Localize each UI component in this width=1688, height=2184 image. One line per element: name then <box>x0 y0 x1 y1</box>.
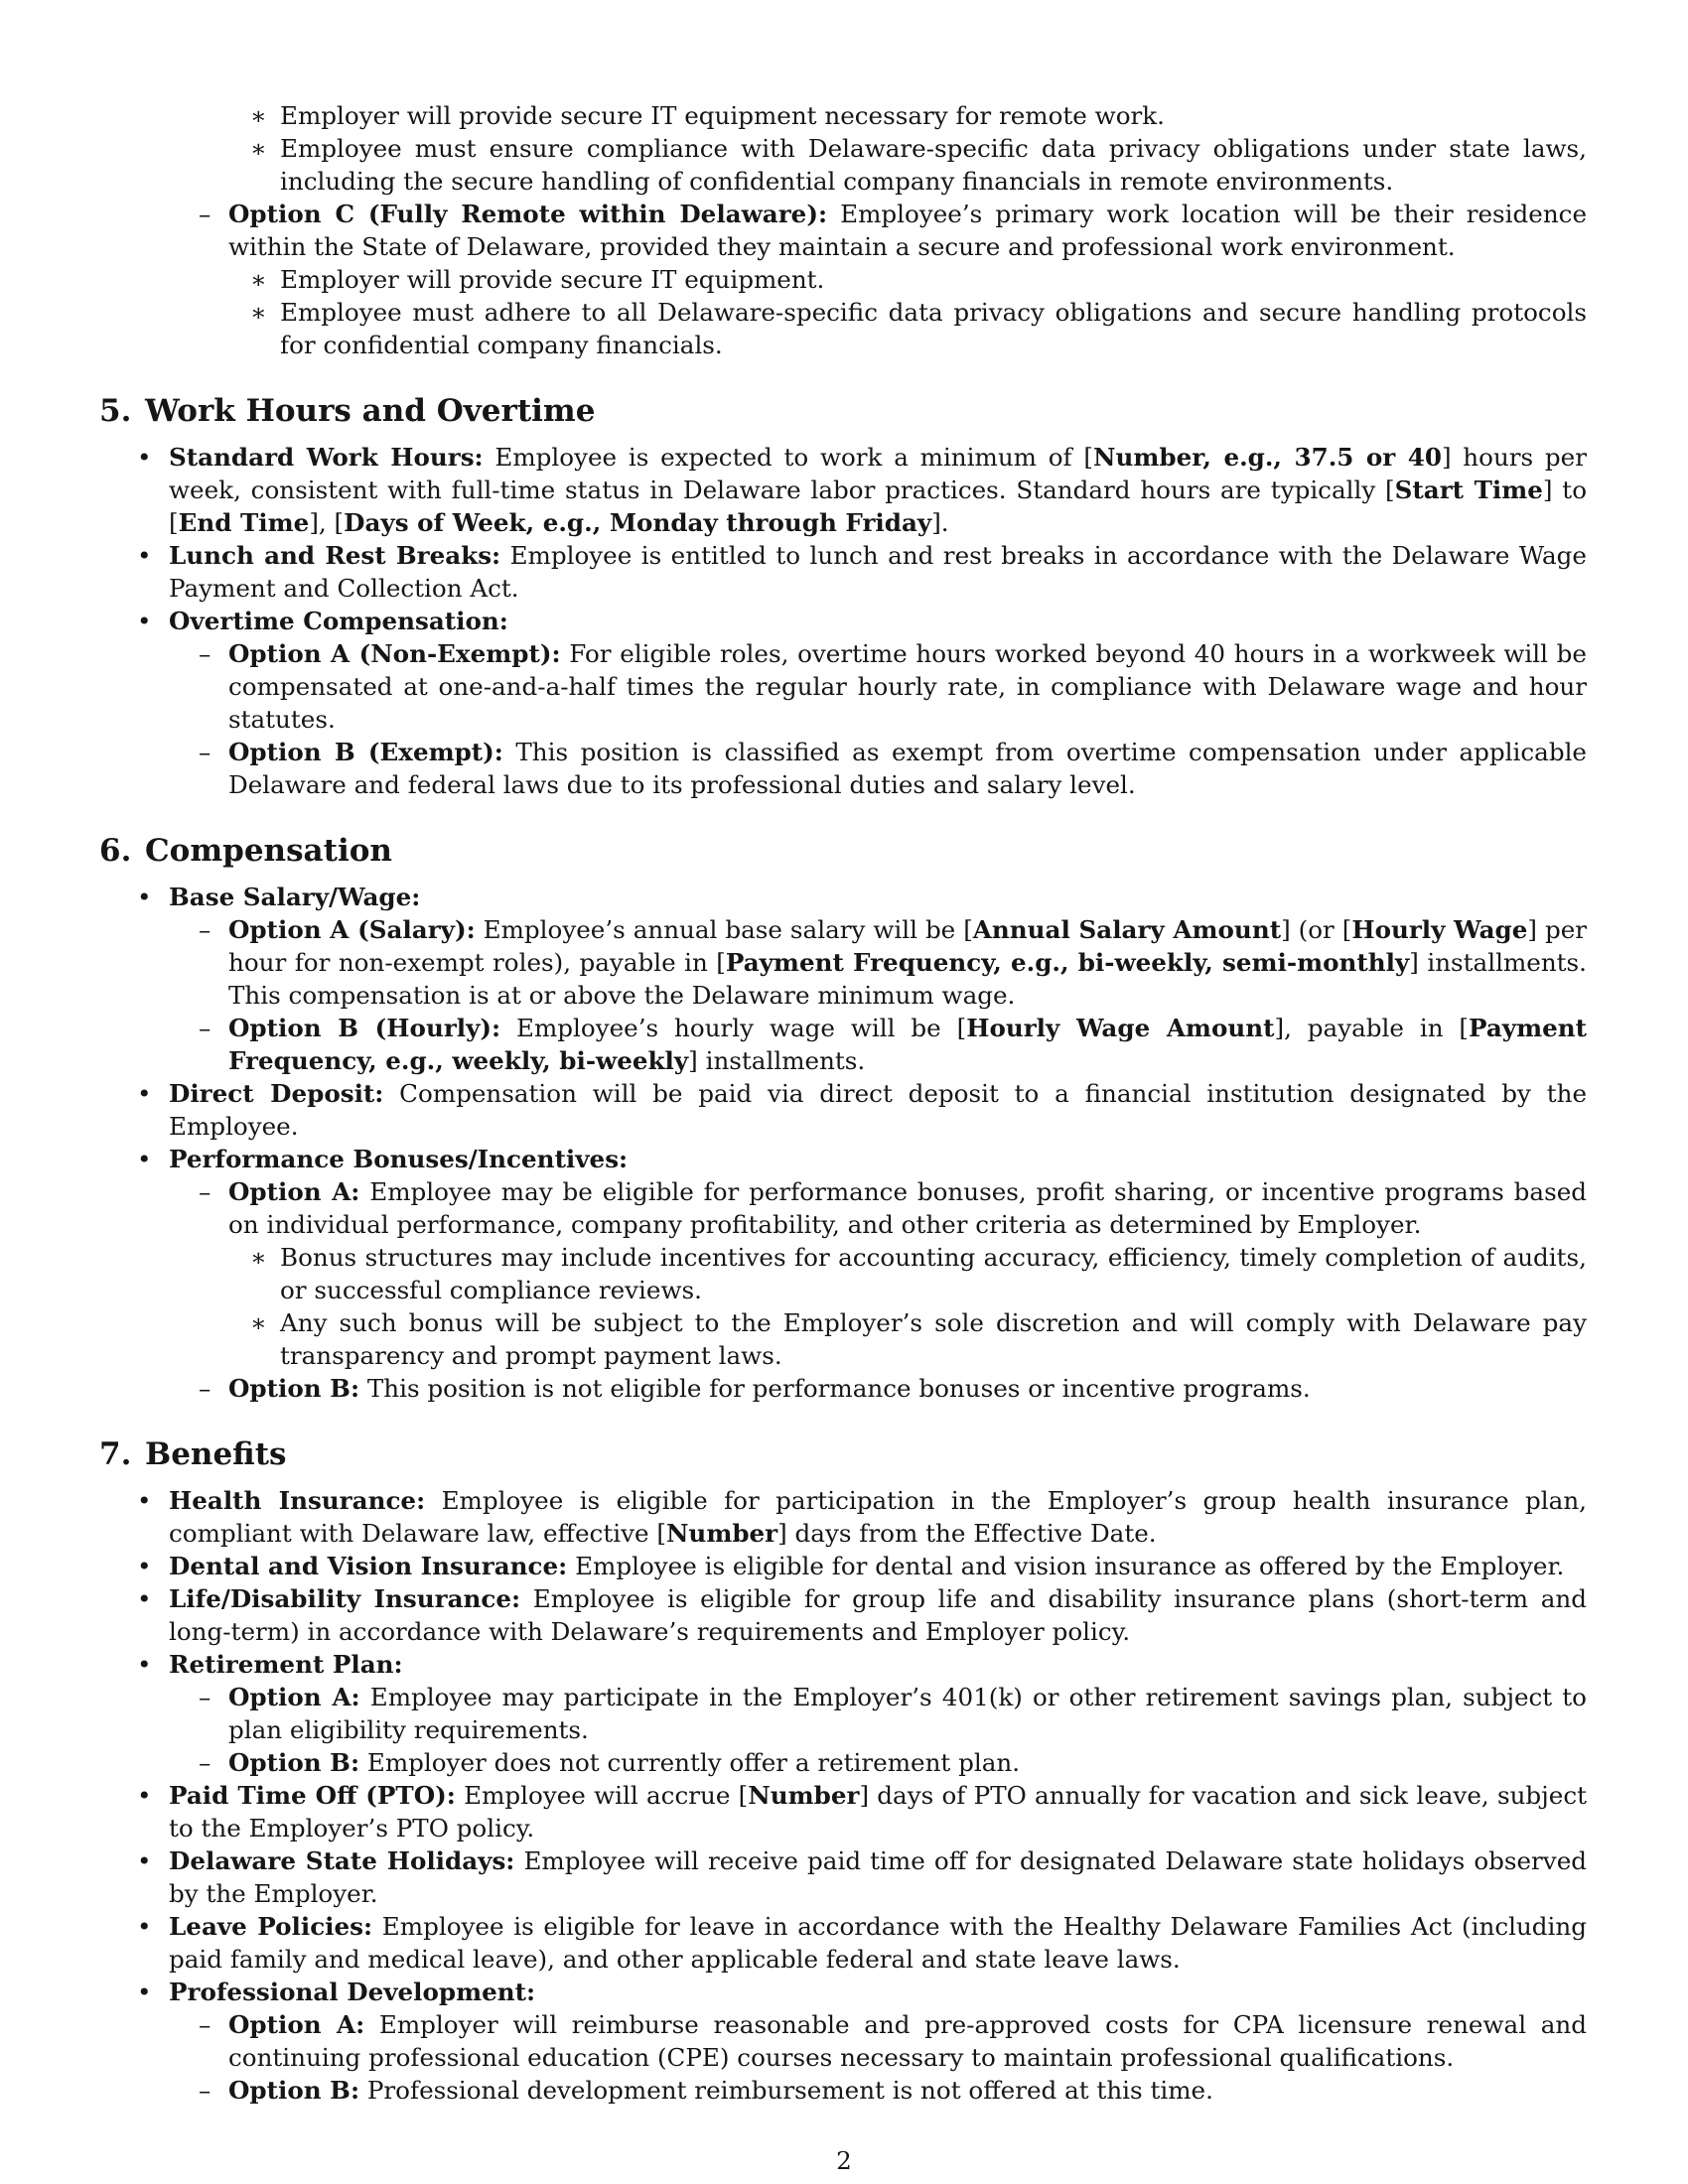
bullet-marker: • <box>137 1978 152 2006</box>
section-heading: 7. Benefits <box>99 1436 287 1472</box>
list-item: • Paid Time Off (PTO): Employee will accrue [Number] days of PTO annually for vacation and sick leave, subject to the Employer’s PTO policy. <box>137 1781 1587 1843</box>
list-item: • Performance Bonuses/Incentives: <box>137 1145 629 1173</box>
list-item: – Option A (Non-Exempt): For eligible roles, overtime hours worked beyond 40 hours in a workweek will be compensated at one-and-a-half times the regular hourly rate, in compliance with Delaware wage and hour statutes. <box>199 639 1587 734</box>
list-item: • Direct Deposit: Compensation will be paid via direct deposit to a financial institution designated by the Employee. <box>137 1079 1587 1141</box>
bullet-marker: • <box>137 1145 152 1173</box>
list-item: ∗ Bonus structures may include incentives for accounting accuracy, efficiency, timely completion of audits, or successful compliance reviews. <box>250 1243 1587 1304</box>
dash-marker: – <box>199 915 211 944</box>
list-item: – Option A: Employee may participate in the Employer’s 401(k) or other retirement savings plan, subject to plan eligibility requirements. <box>199 1683 1587 1744</box>
list-item: • Delaware State Holidays: Employee will receive paid time off for designated Delaware state holidays observed by the Employer. <box>137 1846 1588 1908</box>
star-marker: ∗ <box>250 1243 267 1272</box>
dash-marker: – <box>199 738 211 766</box>
list-item: • Leave Policies: Employee is eligible for leave in accordance with the Healthy Delaware Families Act (including paid family and medical leave), and other applicable federal and state leave laws. <box>137 1912 1587 1974</box>
list-item: • Retirement Plan: <box>137 1650 403 1679</box>
bullet-marker: • <box>137 883 152 911</box>
list-item: – Option B (Hourly): Employee’s hourly wage will be [Hourly Wage Amount], payable in [Payment Frequency, e.g., weekly, bi-weekly] installments. <box>199 1014 1588 1075</box>
list-item: – Option B: This position is not eligible for performance bonuses or incentive programs. <box>199 1374 1311 1403</box>
list-item: – Option B: Employer does not currently offer a retirement plan. <box>199 1748 1021 1777</box>
list-item: ∗ Any such bonus will be subject to the Employer’s sole discretion and will comply with Delaware pay transparency and prompt payment laws. <box>250 1308 1587 1370</box>
bullet-marker: • <box>137 1650 152 1679</box>
list-item: ∗ Employer will provide secure IT equipment necessary for remote work. <box>250 101 1165 130</box>
list-item: ∗ Employee must adhere to all Delaware-specific data privacy obligations and secure handling protocols for confidential company financials. <box>250 298 1587 359</box>
star-marker: ∗ <box>250 265 267 294</box>
star-marker: ∗ <box>250 1308 267 1337</box>
dash-marker: – <box>199 1748 211 1777</box>
list-item: • Overtime Compensation: <box>137 607 508 635</box>
dash-marker: – <box>199 639 211 668</box>
bullet-marker: • <box>137 1486 152 1515</box>
section-heading: 5. Work Hours and Overtime <box>99 393 596 429</box>
dash-marker: – <box>199 1374 211 1403</box>
list-item: – Option A: Employer will reimburse reasonable and pre-approved costs for CPA licensure renewal and continuing professional education (CPE) courses necessary to maintain professional qualifications. <box>199 2010 1587 2072</box>
list-item: • Standard Work Hours: Employee is expected to work a minimum of [Number, e.g., 37.5 or 40] hours per week, consistent with full-time status in Delaware labor practices. Standard hours are typically [Start Time] to [End Time], [Days of Week, e.g., Monday through Friday]. <box>137 443 1587 537</box>
list-item: ∗ Employee must ensure compliance with Delaware-specific data privacy obligations under state laws, including the secure handling of confidential company financials in remote environments. <box>250 134 1587 196</box>
bullet-marker: • <box>137 1846 152 1875</box>
dash-marker: – <box>199 2010 211 2039</box>
list-item: • Health Insurance: Employee is eligible for participation in the Employer’s group health insurance plan, compliant with Delaware law, effective [Number] days from the Effective Date. <box>137 1486 1587 1548</box>
list-item: ∗ Employer will provide secure IT equipment. <box>250 265 825 294</box>
star-marker: ∗ <box>250 134 267 163</box>
list-item: • Professional Development: <box>137 1978 536 2006</box>
list-item: • Dental and Vision Insurance: Employee is eligible for dental and vision insurance as offered by the Employer. <box>137 1552 1565 1580</box>
list-item: – Option B: Professional development reimbursement is not offered at this time. <box>199 2076 1213 2105</box>
document-body <box>99 99 1587 2107</box>
bullet-marker: • <box>137 541 152 570</box>
dash-marker: – <box>199 200 211 228</box>
list-item: • Life/Disability Insurance: Employee is eligible for group life and disability insurance plans (short-term and long-term) in accordance with Delaware’s requirements and Employer policy. <box>137 1584 1587 1646</box>
page-number: 2 <box>836 2146 852 2175</box>
star-marker: ∗ <box>250 298 267 327</box>
bullet-marker: • <box>137 1912 152 1941</box>
bullet-marker: • <box>137 607 152 635</box>
dash-marker: – <box>199 1177 211 1206</box>
list-item: – Option C (Fully Remote within Delaware): Employee’s primary work location will be their residence within the State of Delaware, provided they maintain a secure and professional work environment. <box>199 200 1587 261</box>
bullet-marker: • <box>137 443 152 472</box>
dash-marker: – <box>199 1683 211 1711</box>
dash-marker: – <box>199 1014 211 1042</box>
bullet-marker: • <box>137 1552 152 1580</box>
list-item: – Option A (Salary): Employee’s annual base salary will be [Annual Salary Amount] (or [Hourly Wage] per hour for non-exempt roles), payable in [Payment Frequency, e.g., bi-weekly, semi-monthly] installments. This compensation is at or above the Delaware minimum wage. <box>199 915 1588 1010</box>
list-item: • Base Salary/Wage: <box>137 883 421 911</box>
bullet-marker: • <box>137 1079 152 1108</box>
star-marker: ∗ <box>250 101 267 130</box>
list-item: • Lunch and Rest Breaks: Employee is entitled to lunch and rest breaks in accordance with the Delaware Wage Payment and Collection Act. <box>137 541 1587 603</box>
list-item: – Option B (Exempt): This position is classified as exempt from overtime compensation under applicable Delaware and federal laws due to its professional duties and salary level. <box>199 738 1587 799</box>
bullet-marker: • <box>137 1584 152 1613</box>
section-heading: 6. Compensation <box>99 833 392 869</box>
list-item: – Option A: Employee may be eligible for performance bonuses, profit sharing, or incentive programs based on individual performance, company profitability, and other criteria as determined by Employer. <box>199 1177 1587 1239</box>
dash-marker: – <box>199 2076 211 2105</box>
bullet-marker: • <box>137 1781 152 1810</box>
